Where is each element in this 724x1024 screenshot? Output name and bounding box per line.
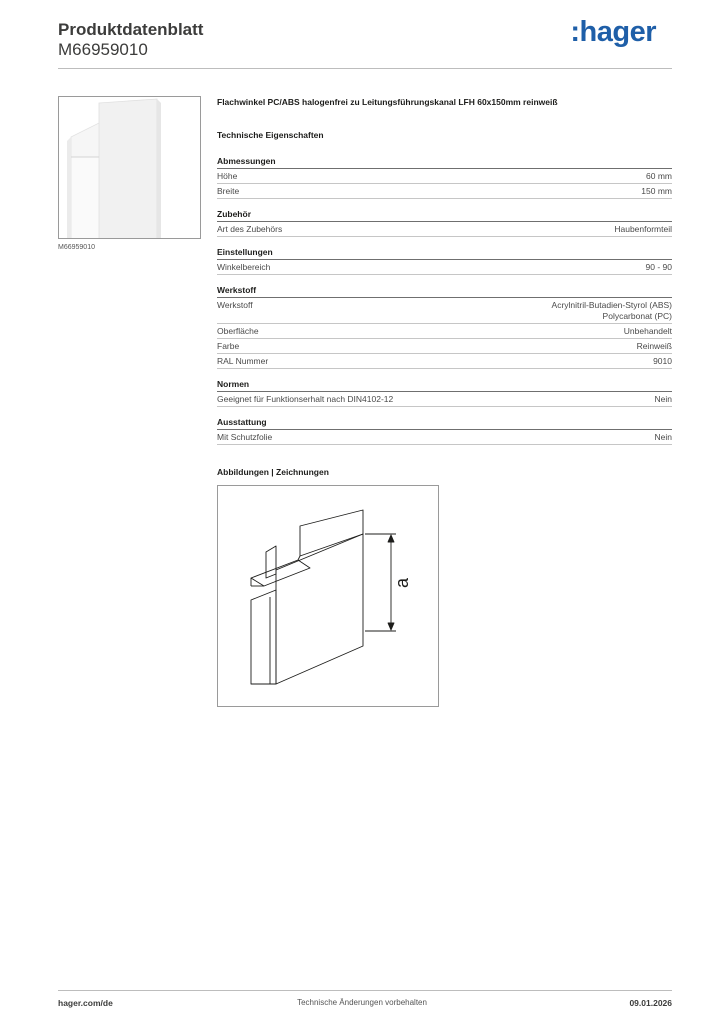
section-settings [217, 247, 672, 275]
section-heading: Einstellungen [217, 247, 672, 260]
row-value-line: Acrylnitril-Butadien-Styrol (ABS) [551, 300, 672, 310]
table-row [217, 354, 672, 369]
article-number: M66959010 [58, 40, 148, 59]
row-label: Höhe [217, 171, 238, 181]
row-value: Reinweiß [636, 341, 672, 351]
dimension-label: a [392, 577, 412, 589]
header-title: Produktdatenblatt [58, 20, 204, 39]
section-heading: Ausstattung [217, 417, 672, 430]
brand-logo: :hager [570, 16, 656, 48]
drawings-heading: Abbildungen | Zeichnungen [217, 467, 329, 477]
row-label: Farbe [217, 341, 240, 351]
row-label: Breite [217, 186, 240, 196]
table-row [217, 430, 672, 445]
product-image [58, 96, 201, 239]
footer-divider [58, 990, 672, 991]
section-equipment [217, 417, 672, 445]
row-value-line: Polycarbonat (PC) [602, 311, 672, 321]
table-row [217, 169, 672, 184]
row-value: Haubenformteil [614, 224, 672, 234]
technical-properties-heading: Technische Eigenschaften [217, 130, 324, 140]
row-value: Nein [654, 432, 672, 442]
header-divider [58, 68, 672, 69]
table-row [217, 184, 672, 199]
row-label: Geeignet für Funktionserhalt nach DIN4102-12 [217, 394, 394, 404]
technical-drawing-illustration [218, 486, 440, 708]
footer-disclaimer: Technische Änderungen vorbehalten [297, 998, 427, 1007]
row-label: Mit Schutzfolie [217, 432, 273, 442]
section-heading: Normen [217, 379, 672, 392]
table-row [217, 298, 672, 324]
section-dimensions [217, 156, 672, 199]
section-material [217, 285, 672, 369]
row-value: Nein [654, 394, 672, 404]
table-row [217, 222, 672, 237]
datasheet-content [217, 96, 672, 477]
footer-website: hager.com/de [58, 998, 113, 1008]
row-value: 60 mm [646, 171, 672, 181]
footer-date: 09.01.2026 [629, 998, 672, 1008]
section-heading: Werkstoff [217, 285, 672, 298]
row-label: Oberfläche [217, 326, 259, 336]
table-row [217, 392, 672, 407]
row-value [552, 300, 672, 322]
row-label: RAL Nummer [217, 356, 269, 366]
row-value: 90 - 90 [645, 262, 672, 272]
product-image-caption: M66959010 [58, 244, 95, 251]
table-row [217, 324, 672, 339]
table-row [217, 339, 672, 354]
row-label: Winkelbereich [217, 262, 271, 272]
product-title: Flachwinkel PC/ABS halogenfrei zu Leitungsführungskanal LFH 60x150mm reinweiß [217, 97, 558, 107]
section-accessory [217, 209, 672, 237]
section-heading: Zubehör [217, 209, 672, 222]
technical-drawing [217, 485, 439, 707]
row-label: Werkstoff [217, 300, 253, 310]
row-value: 9010 [653, 356, 672, 366]
row-value: Unbehandelt [623, 326, 672, 336]
table-row [217, 260, 672, 275]
row-value: 150 mm [641, 186, 672, 196]
row-label: Art des Zubehörs [217, 224, 283, 234]
product-photo-illustration [59, 97, 201, 239]
section-standards [217, 379, 672, 407]
section-heading: Abmessungen [217, 156, 672, 169]
